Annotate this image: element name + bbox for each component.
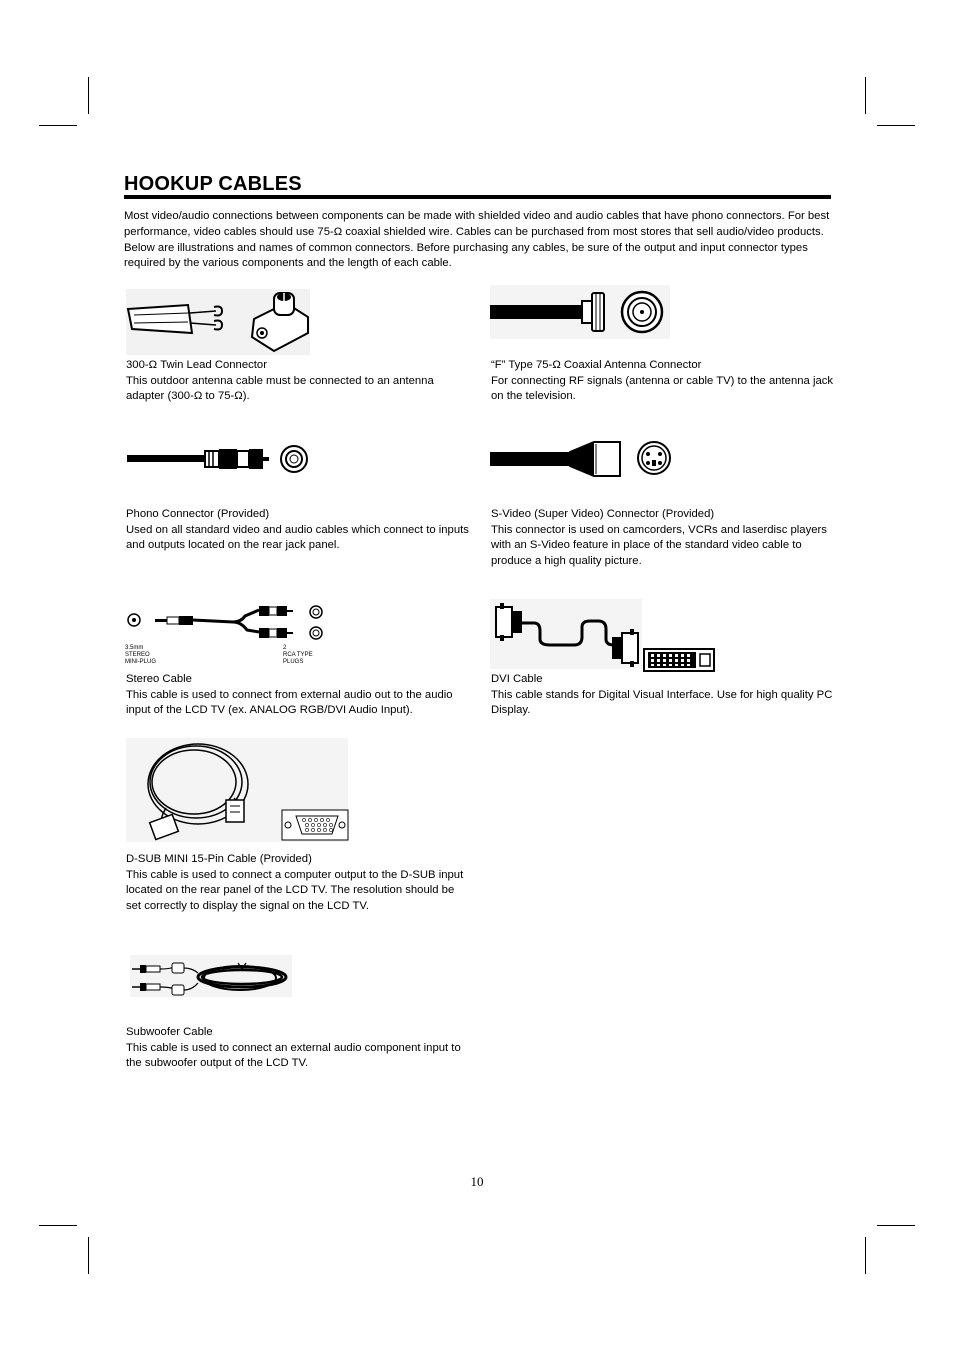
stereo-name: Stereo Cable (126, 673, 192, 685)
crop-mark-top-left-vertical (88, 77, 89, 114)
dsub-description: This cable is used to connect a computer output to the D-SUB input located on the rear panel of the LCD TV. The resolution should be set correctly to display the signal on the LCD TV. (126, 868, 464, 913)
twin-lead-name: 300-Ω Twin Lead Connector (126, 359, 267, 371)
twin-lead-entry (126, 358, 471, 405)
crop-mark-bottom-right-vertical (865, 1237, 866, 1274)
crop-mark-top-right-horizontal (877, 125, 915, 126)
dsub-cable-illustration (126, 738, 350, 844)
coaxial-description: For connecting RF signals (antenna or cable TV) to the antenna jack on the television. (491, 374, 834, 403)
stereo-label-size: 3.5mm (125, 645, 144, 651)
page-number: 10 (470, 1174, 484, 1189)
svideo-entry (491, 507, 836, 570)
dsub-name: D-SUB MINI 15-Pin Cable (Provided) (126, 853, 312, 865)
rca-label-plugs: PLUGS (283, 659, 304, 665)
crop-mark-bottom-left-vertical (88, 1237, 89, 1274)
stereo-label-type: STEREO (125, 652, 150, 658)
phono-connector-illustration (127, 441, 311, 479)
stereo-entry (126, 672, 471, 719)
dvi-description: This cable stands for Digital Visual Interface. Use for high quality PC Display. (491, 688, 833, 717)
coaxial-entry (491, 358, 836, 405)
svideo-name: S-Video (Super Video) Connector (Provided) (491, 508, 715, 520)
crop-mark-bottom-right-horizontal (877, 1225, 915, 1226)
dvi-entry (491, 672, 836, 719)
subwoofer-cable-illustration (130, 955, 292, 997)
twin-lead-connector-illustration (126, 289, 310, 355)
phono-entry (126, 507, 471, 554)
crop-mark-bottom-left-horizontal (39, 1225, 77, 1226)
crop-mark-top-right-vertical (865, 77, 866, 114)
rca-label-type: RCA TYPE (283, 652, 313, 658)
dsub-entry (126, 852, 471, 915)
subwoofer-entry (126, 1025, 471, 1072)
crop-mark-top-left-horizontal (39, 125, 77, 126)
intro-paragraph: Most video/audio connections between components can be made with shielded video and audio cables that have phono connectors. For best performance, video cables should use 75-Ω coaxial shielded wire. Cables can be purchased from most stores that sell audio/video products. Below are illustrations and names of common connectors. Before purchasing any cables, be sure of the output and input connector types required by the various components and the length of each cable. (124, 210, 830, 270)
rca-label-count: 2 (283, 645, 287, 651)
page-title: HOOKUP CABLES (124, 173, 302, 195)
subwoofer-name: Subwoofer Cable (126, 1026, 213, 1038)
coaxial-name: “F” Type 75-Ω Coaxial Antenna Connector (491, 359, 702, 371)
subwoofer-description: This cable is used to connect an external audio component input to the subwoofer output of the LCD TV. (126, 1041, 461, 1070)
stereo-cable-illustration (125, 604, 329, 666)
dvi-cable-illustration (490, 599, 716, 673)
stereo-label-plug: MINI-PLUG (125, 659, 157, 665)
title-underline (124, 195, 831, 199)
svideo-description: This connector is used on camcorders, VCRs and laserdisc players with an S-Video feature in place of the standard video cable to produce a high quality picture. (491, 523, 827, 568)
dvi-name: DVI Cable (491, 673, 543, 685)
svideo-connector-illustration (490, 438, 674, 480)
stereo-description: This cable is used to connect from external audio out to the audio input of the LCD TV (ex. ANALOG RGB/DVI Audio Input). (126, 688, 453, 717)
twin-lead-description: This outdoor antenna cable must be connected to an antenna adapter (300-Ω to 75-Ω). (126, 374, 434, 403)
phono-name: Phono Connector (Provided) (126, 508, 270, 520)
coaxial-connector-illustration (490, 285, 670, 339)
phono-description: Used on all standard video and audio cables which connect to inputs and outputs located on the rear jack panel. (126, 523, 469, 552)
